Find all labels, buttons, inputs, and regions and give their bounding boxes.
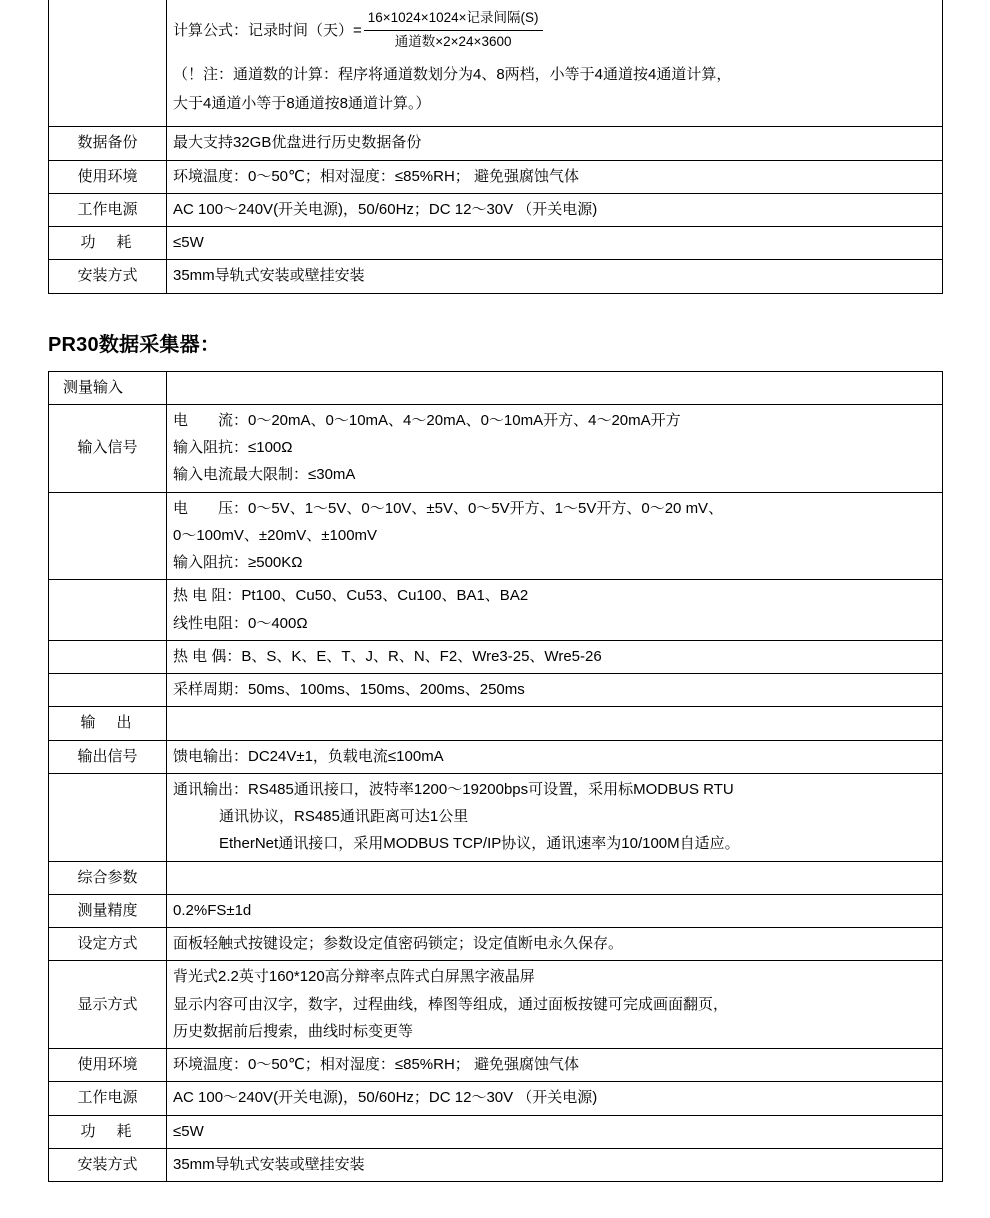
table-row-formula (49, 0, 943, 127)
row-value-comprehensive (167, 861, 943, 894)
page-title: PR30数据采集器： (48, 333, 221, 356)
output-signal-line: 馈电输出：DC24V±1，负载电流≤100mA (173, 747, 444, 765)
row-label-comprehensive: 综合参数 (49, 861, 167, 894)
output-signal-line: 通讯输出：RS485通讯接口，波特率1200～19200bps可设置，采用标MODBUS RTU (173, 780, 734, 798)
table-row (49, 260, 943, 293)
formula-note-line-2: 大于4通道小等于8通道按8通道计算。） (173, 94, 431, 112)
input-signal-line: 输入电流最大限制：≤30mA (173, 466, 356, 484)
row-label-power-supply: 工作电源 (49, 1082, 167, 1115)
display-method-line: 背光式2.2英寸160*120高分辩率点阵式白屏黑字液晶屏 (173, 968, 535, 986)
table-row (49, 193, 943, 226)
formula-fraction (364, 8, 543, 53)
row-label-environment: 使用环境 (49, 160, 167, 193)
row-value-measure-input (167, 371, 943, 404)
row-label-display-method: 显示方式 (49, 961, 167, 1049)
row-value-output-signal-group-1 (167, 740, 943, 773)
row-label-accuracy: 测量精度 (49, 894, 167, 927)
row-label-empty (49, 674, 167, 707)
row-label-mounting: 安装方式 (49, 260, 167, 293)
row-value-output-signal-group-2 (167, 773, 943, 861)
table-row (49, 640, 943, 673)
table-row (49, 127, 943, 160)
row-label-power-consumption: 功 耗 (49, 227, 167, 260)
spec-table-pr30 (48, 371, 943, 1183)
row-value-power-consumption: ≤5W (167, 227, 943, 260)
input-signal-line: 热 电 偶：B、S、K、E、T、J、R、N、F2、Wre3-25、Wre5-26 (173, 647, 602, 665)
table-row (49, 404, 943, 492)
input-signal-line: 输入阻抗：≥500KΩ (173, 554, 303, 572)
row-label-measure-input: 测量输入 (49, 371, 167, 404)
table-row (49, 773, 943, 861)
table-row (49, 227, 943, 260)
row-label-mounting: 安装方式 (49, 1148, 167, 1181)
display-method-line: 显示内容可由汉字，数字，过程曲线，棒图等组成，通过面板按键可完成画面翻页， (173, 995, 729, 1013)
row-value-mounting: 35mm导轨式安装或壁挂安装 (167, 1148, 943, 1181)
row-value-power-supply: AC 100～240V(开关电源)，50/60Hz；DC 12～30V （开关电源) (167, 193, 943, 226)
table-row (49, 961, 943, 1049)
display-method-line: 历史数据前后搜索，曲线时标变更等 (173, 1022, 414, 1040)
row-label-output: 输 出 (49, 707, 167, 740)
row-value-power-consumption: ≤5W (167, 1115, 943, 1148)
row-value-mounting: 35mm导轨式安装或壁挂安装 (167, 260, 943, 293)
row-value-output (167, 707, 943, 740)
spec-table-pr20-continued (48, 0, 943, 294)
row-value-formula (167, 0, 943, 127)
row-value-display-method (167, 961, 943, 1049)
row-label-power-supply: 工作电源 (49, 193, 167, 226)
input-signal-line: 采样周期：50ms、100ms、150ms、200ms、250ms (173, 681, 525, 699)
table-row (49, 740, 943, 773)
output-signal-line: EtherNet通讯接口，采用MODBUS TCP/IP协议，通讯速率为10/100M自适应。 (219, 835, 740, 853)
row-value-environment: 环境温度：0～50℃；相对湿度：≤85%RH； 避免强腐蚀气体 (167, 1049, 943, 1082)
row-label-empty (49, 773, 167, 861)
row-value-input-signal-group-4 (167, 640, 943, 673)
row-label-empty (49, 0, 167, 127)
table-row (49, 894, 943, 927)
row-value-accuracy: 0.2%FS±1d (167, 894, 943, 927)
formula-numerator: 16×1024×1024×记录间隔(S) (364, 8, 543, 31)
table-row (49, 928, 943, 961)
output-signal-line: 通讯协议，RS485通讯距离可达1公里 (219, 808, 469, 826)
formula-note (173, 63, 936, 117)
row-label-input-signal: 输入信号 (49, 404, 167, 492)
row-value-input-signal-group-3 (167, 580, 943, 641)
row-value-input-signal-group-2 (167, 492, 943, 580)
row-label-output-signal: 输出信号 (49, 740, 167, 773)
row-label-power-consumption: 功 耗 (49, 1115, 167, 1148)
table-row-section-header (49, 371, 943, 404)
row-label-empty (49, 640, 167, 673)
row-label-environment: 使用环境 (49, 1049, 167, 1082)
table-row-section-header (49, 707, 943, 740)
row-label-empty (49, 492, 167, 580)
input-signal-line: 输入阻抗：≤100Ω (173, 439, 293, 457)
row-label-setting-method: 设定方式 (49, 928, 167, 961)
table-row (49, 160, 943, 193)
input-signal-line: 热 电 阻：Pt100、Cu50、Cu53、Cu100、BA1、BA2 (173, 587, 529, 605)
table-row (49, 1148, 943, 1181)
row-label-data-backup: 数据备份 (49, 127, 167, 160)
table-row (49, 1115, 943, 1148)
row-value-data-backup: 最大支持32GB优盘进行历史数据备份 (167, 127, 943, 160)
table-row (49, 492, 943, 580)
formula-note-line-1: （！注：通道数的计算：程序将通道数划分为4、8两档，小等于4通道按4通道计算， (173, 65, 732, 83)
input-signal-line: 电 压：0～5V、1～5V、0～10V、±5V、0～5V开方、1～5V开方、0～20 mV、 (173, 499, 724, 517)
formula-prefix: 计算公式：记录时间（天）= (173, 21, 362, 39)
row-value-power-supply: AC 100～240V(开关电源)，50/60Hz；DC 12～30V （开关电源) (167, 1082, 943, 1115)
row-value-setting-method: 面板轻触式按键设定；参数设定值密码锁定；设定值断电永久保存。 (167, 928, 943, 961)
row-value-input-signal-group-5 (167, 674, 943, 707)
formula-expression (173, 8, 936, 53)
table-row-section-header (49, 861, 943, 894)
table-row (49, 1082, 943, 1115)
table-row (49, 1049, 943, 1082)
input-signal-line: 电 流：0～20mA、0～10mA、4～20mA、0～10mA开方、4～20mA开方 (173, 411, 681, 429)
input-signal-line: 0～100mV、±20mV、±100mV (173, 526, 378, 544)
table-row (49, 580, 943, 641)
row-label-empty (49, 580, 167, 641)
formula-denominator: 通道数×2×24×3600 (394, 33, 512, 49)
input-signal-line: 线性电阻：0～400Ω (173, 614, 308, 632)
row-value-input-signal-group-1 (167, 404, 943, 492)
row-value-environment: 环境温度：0～50℃；相对湿度：≤85%RH； 避免强腐蚀气体 (167, 160, 943, 193)
table-row (49, 674, 943, 707)
